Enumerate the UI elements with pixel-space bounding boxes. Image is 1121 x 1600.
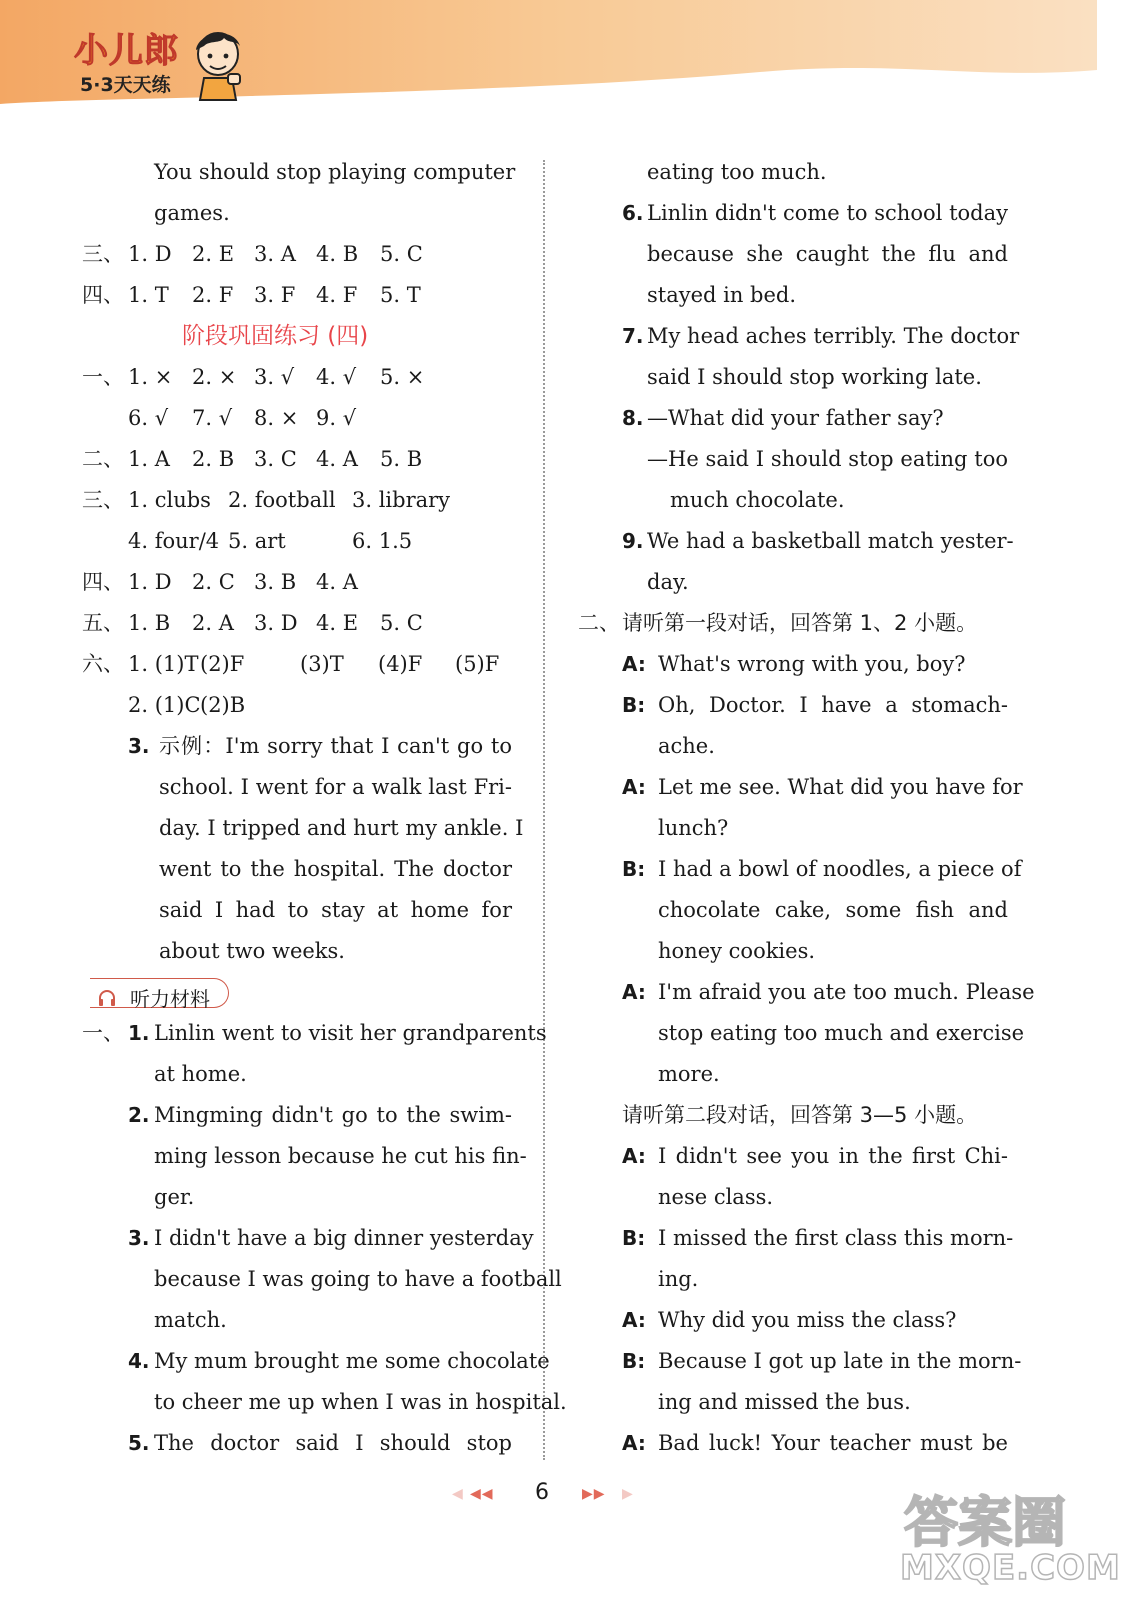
text-line [578, 152, 1008, 193]
body-text: —He said I should stop eating too [647, 447, 1008, 471]
item-number: 6. [622, 201, 644, 225]
answer-item: 5. C [380, 611, 423, 635]
text-line [82, 1259, 562, 1300]
text-line [82, 234, 512, 275]
answer-item: 3. √ [254, 365, 295, 389]
text-line [82, 1423, 512, 1464]
watermark [900, 1480, 1121, 1590]
body-text: Mingming didn't go to the swim- [154, 1103, 512, 1127]
answer-item: 3. A [254, 242, 296, 266]
body-text: said I should stop working late. [647, 365, 982, 389]
body-text: much chocolate. [670, 488, 845, 512]
body-text: I had a bowl of noodles, a piece of [658, 857, 1022, 881]
answer-item: 5. art [228, 529, 286, 553]
text-line [82, 1341, 550, 1382]
body-text: day. I tripped and hurt my ankle. I [159, 816, 524, 840]
body-text: ing. [658, 1267, 699, 1291]
answer-item: 2. F [192, 283, 234, 307]
item-number: 8. [622, 406, 644, 430]
item-number: 7. [622, 324, 644, 348]
text-line [578, 562, 1008, 603]
item-number: 3. [128, 734, 150, 758]
text-line [82, 644, 512, 685]
section-marker: 二、 [578, 611, 620, 635]
section-marker: 二、 [82, 447, 124, 471]
answer-item: 4. F [316, 283, 358, 307]
logo-main-text: 小儿郎 [74, 31, 179, 71]
header-banner [0, 0, 1097, 110]
body-text: school. I went for a walk last Fri- [159, 775, 512, 799]
body-text: I missed the first class this morn- [658, 1226, 1014, 1250]
listening-material-text: 听力材料 [130, 987, 210, 1011]
instruction-text: 请听第一段对话，回答第 1、2 小题。 [622, 611, 978, 635]
answer-item: 2. A [192, 611, 234, 635]
answer-item: 6. √ [128, 406, 169, 430]
body-text: about two weeks. [159, 939, 345, 963]
answer-item: 3. library [352, 488, 451, 512]
body-text: ache. [658, 734, 715, 758]
text-line [82, 767, 512, 808]
text-line [82, 1095, 512, 1136]
answer-item: 2. E [192, 242, 235, 266]
text-line [578, 1382, 1008, 1423]
body-text: Oh, Doctor. I have a stomach- [658, 693, 1008, 717]
section-marker: 三、 [82, 488, 124, 512]
answer-item: 2. football [228, 488, 336, 512]
answer-item: 3. B [254, 570, 297, 594]
section-marker: 四、 [82, 283, 124, 307]
body-text: You should stop playing computer [154, 160, 516, 184]
item-number: 1. [128, 1021, 150, 1045]
text-line [82, 275, 512, 316]
answer-item: 1. clubs [128, 488, 211, 512]
item-number: 5. [128, 1431, 150, 1455]
headphones-icon [98, 989, 116, 1007]
answer-item: 1. D [128, 570, 172, 594]
answer-item: (3)T [300, 652, 344, 676]
body-text: stop eating too much and exercise [658, 1021, 1025, 1045]
text-line [578, 972, 1035, 1013]
body-text: match. [154, 1308, 227, 1332]
text-line [82, 521, 512, 562]
body-text: Linlin went to visit her grandparents [154, 1021, 547, 1045]
text-line [82, 480, 512, 521]
speaker-label: B: [622, 1349, 646, 1373]
prev-arrows: ◀◀ [470, 1486, 494, 1502]
answer-item: 2. (1)C [128, 693, 201, 717]
body-text: 示例：I'm sorry that I can't go to [159, 734, 512, 758]
text-line [578, 1177, 1008, 1218]
answer-item: 3. D [254, 611, 298, 635]
body-text: My mum brought me some chocolate [154, 1349, 550, 1373]
body-text: day. [647, 570, 689, 594]
text-line [578, 1013, 1025, 1054]
next-arrows: ▶▶ [582, 1486, 606, 1502]
logo [74, 31, 179, 97]
text-line [82, 398, 512, 439]
answer-item: 4. B [316, 242, 359, 266]
text-line [82, 726, 512, 767]
speaker-label: A: [622, 1308, 646, 1332]
text-line [82, 357, 512, 398]
mascot-icon [190, 28, 246, 104]
speaker-label: A: [622, 980, 646, 1004]
body-text: I'm afraid you ate too much. Please [658, 980, 1035, 1004]
answer-item: 1. T [128, 283, 169, 307]
text-line [578, 480, 1008, 521]
answer-item: 7. √ [192, 406, 233, 430]
answer-item: (2)F [200, 652, 245, 676]
speaker-label: A: [622, 1144, 646, 1168]
answer-item: 1. B [128, 611, 171, 635]
answer-item: 2. × [192, 365, 237, 389]
answer-item: 5. T [380, 283, 421, 307]
section-marker: 四、 [82, 570, 124, 594]
item-number: 2. [128, 1103, 150, 1127]
body-text: We had a basketball match yester- [647, 529, 1014, 553]
speaker-label: A: [622, 775, 646, 799]
answer-item: 1. A [128, 447, 170, 471]
prev-arrows-faint: ◀ [452, 1486, 464, 1502]
answer-item: 8. × [254, 406, 299, 430]
body-text: nese class. [658, 1185, 774, 1209]
answer-item: 1. (1)T [128, 652, 199, 676]
text-line [578, 521, 1014, 562]
text-line [578, 603, 1008, 644]
text-line [578, 808, 1008, 849]
text-line [578, 193, 1008, 234]
text-line [82, 808, 524, 849]
body-text: The doctor said I should stop [154, 1431, 512, 1455]
answer-item: 6. 1.5 [352, 529, 413, 553]
body-text: I didn't have a big dinner yesterday [154, 1226, 534, 1250]
answer-item: 3. C [254, 447, 297, 471]
answer-item: 4. A [316, 447, 358, 471]
text-line [578, 1218, 1014, 1259]
text-line [82, 152, 516, 193]
speaker-label: B: [622, 693, 646, 717]
answer-item: (4)F [378, 652, 423, 676]
text-line [82, 1054, 512, 1095]
item-number: 4. [128, 1349, 150, 1373]
text-line [578, 726, 1008, 767]
body-text: My head aches terribly. The doctor [647, 324, 1020, 348]
text-line [82, 685, 512, 726]
text-line [82, 439, 512, 480]
answer-item: 4. √ [316, 365, 357, 389]
answer-item: 9. √ [316, 406, 357, 430]
text-line [578, 1136, 1008, 1177]
text-line [82, 972, 512, 1013]
speaker-label: A: [622, 652, 646, 676]
text-line [578, 275, 1008, 316]
speaker-label: B: [622, 1226, 646, 1250]
body-text: because she caught the flu and [647, 242, 1008, 266]
speaker-label: B: [622, 857, 646, 881]
text-line [82, 603, 512, 644]
answer-item: 4. E [316, 611, 359, 635]
text-line [578, 931, 1008, 972]
text-line [82, 1300, 512, 1341]
text-line [578, 234, 1008, 275]
instruction-text: 请听第二段对话，回答第 3—5 小题。 [622, 1103, 978, 1127]
body-text: to cheer me up when I was in hospital. [154, 1390, 567, 1414]
text-line [82, 1136, 527, 1177]
body-text: I didn't see you in the first Chi- [658, 1144, 1008, 1168]
body-text: at home. [154, 1062, 247, 1086]
text-line [82, 890, 512, 931]
body-text: —What did your father say? [647, 406, 944, 430]
text-line [578, 1300, 1008, 1341]
answer-item: (5)F [455, 652, 500, 676]
text-line [578, 1341, 1022, 1382]
text-line [578, 767, 1023, 808]
answer-item: 4. A [316, 570, 358, 594]
answer-item: 5. × [380, 365, 425, 389]
body-text: games. [154, 201, 230, 225]
body-text: Because I got up late in the morn- [658, 1349, 1022, 1373]
body-text: ming lesson because he cut his fin- [154, 1144, 527, 1168]
text-line [82, 1177, 512, 1218]
text-line [82, 1382, 567, 1423]
section-marker: 三、 [82, 242, 124, 266]
left-column [82, 152, 567, 1464]
body-text: Bad luck! Your teacher must be [658, 1431, 1008, 1455]
text-line [578, 357, 1008, 398]
text-line [82, 1013, 547, 1054]
section-heading: 阶段巩固练习 (四) [182, 323, 369, 349]
body-text: honey cookies. [658, 939, 816, 963]
body-text: because I was going to have a football [154, 1267, 562, 1291]
text-line [578, 316, 1020, 357]
answer-item: 1. D [128, 242, 172, 266]
text-line [82, 931, 512, 972]
text-line [578, 1259, 1008, 1300]
text-line [578, 644, 1008, 685]
text-line [82, 193, 512, 234]
text-line [82, 849, 512, 890]
body-text: went to the hospital. The doctor [159, 857, 512, 881]
listening-material-label [90, 978, 229, 1011]
answer-item: 2. B [192, 447, 235, 471]
watermark-main: 答案圈 [904, 1491, 1066, 1554]
body-text: said I had to stay at home for [159, 898, 512, 922]
text-line [578, 849, 1022, 890]
item-number: 9. [622, 529, 644, 553]
item-number: 3. [128, 1226, 150, 1250]
body-text: ing and missed the bus. [658, 1390, 911, 1414]
body-text: ger. [154, 1185, 195, 1209]
text-line [82, 316, 512, 357]
section-marker: 五、 [82, 611, 124, 635]
text-line [578, 398, 1008, 439]
text-line [578, 1054, 1008, 1095]
text-line [578, 1095, 1008, 1136]
body-text: chocolate cake, some fish and [658, 898, 1008, 922]
answer-item: 1. × [128, 365, 173, 389]
section-marker: 一、 [82, 1021, 124, 1045]
text-line [578, 1423, 1008, 1464]
logo-sub-text: 5·3天天练 [80, 74, 171, 96]
answer-item: (2)B [200, 693, 246, 717]
body-text: Linlin didn't come to school today [647, 201, 1008, 225]
right-column [578, 152, 1035, 1464]
watermark-url: MXQE.COM [900, 1548, 1121, 1588]
text-line [578, 439, 1008, 480]
body-text: Let me see. What did you have for [658, 775, 1023, 799]
answer-item: 4. four/4 [128, 529, 220, 553]
answer-item: 2. C [192, 570, 235, 594]
speaker-label: A: [622, 1431, 646, 1455]
answer-item: 5. C [380, 242, 423, 266]
column-divider [543, 160, 545, 1460]
body-text: eating too much. [647, 160, 827, 184]
text-line [578, 685, 1008, 726]
body-text: Why did you miss the class? [658, 1308, 957, 1332]
section-marker: 六、 [82, 652, 124, 676]
text-line [82, 1218, 534, 1259]
body-text: more. [658, 1062, 720, 1086]
text-line [82, 562, 512, 603]
body-text: What's wrong with you, boy? [658, 652, 966, 676]
page-number: 6 [535, 1480, 549, 1505]
next-arrows-faint: ▶ [622, 1486, 634, 1502]
body-text: lunch? [658, 816, 729, 840]
text-line [578, 890, 1008, 931]
answer-item: 5. B [380, 447, 423, 471]
answer-item: 3. F [254, 283, 296, 307]
body-text: stayed in bed. [647, 283, 797, 307]
section-marker: 一、 [82, 365, 124, 389]
